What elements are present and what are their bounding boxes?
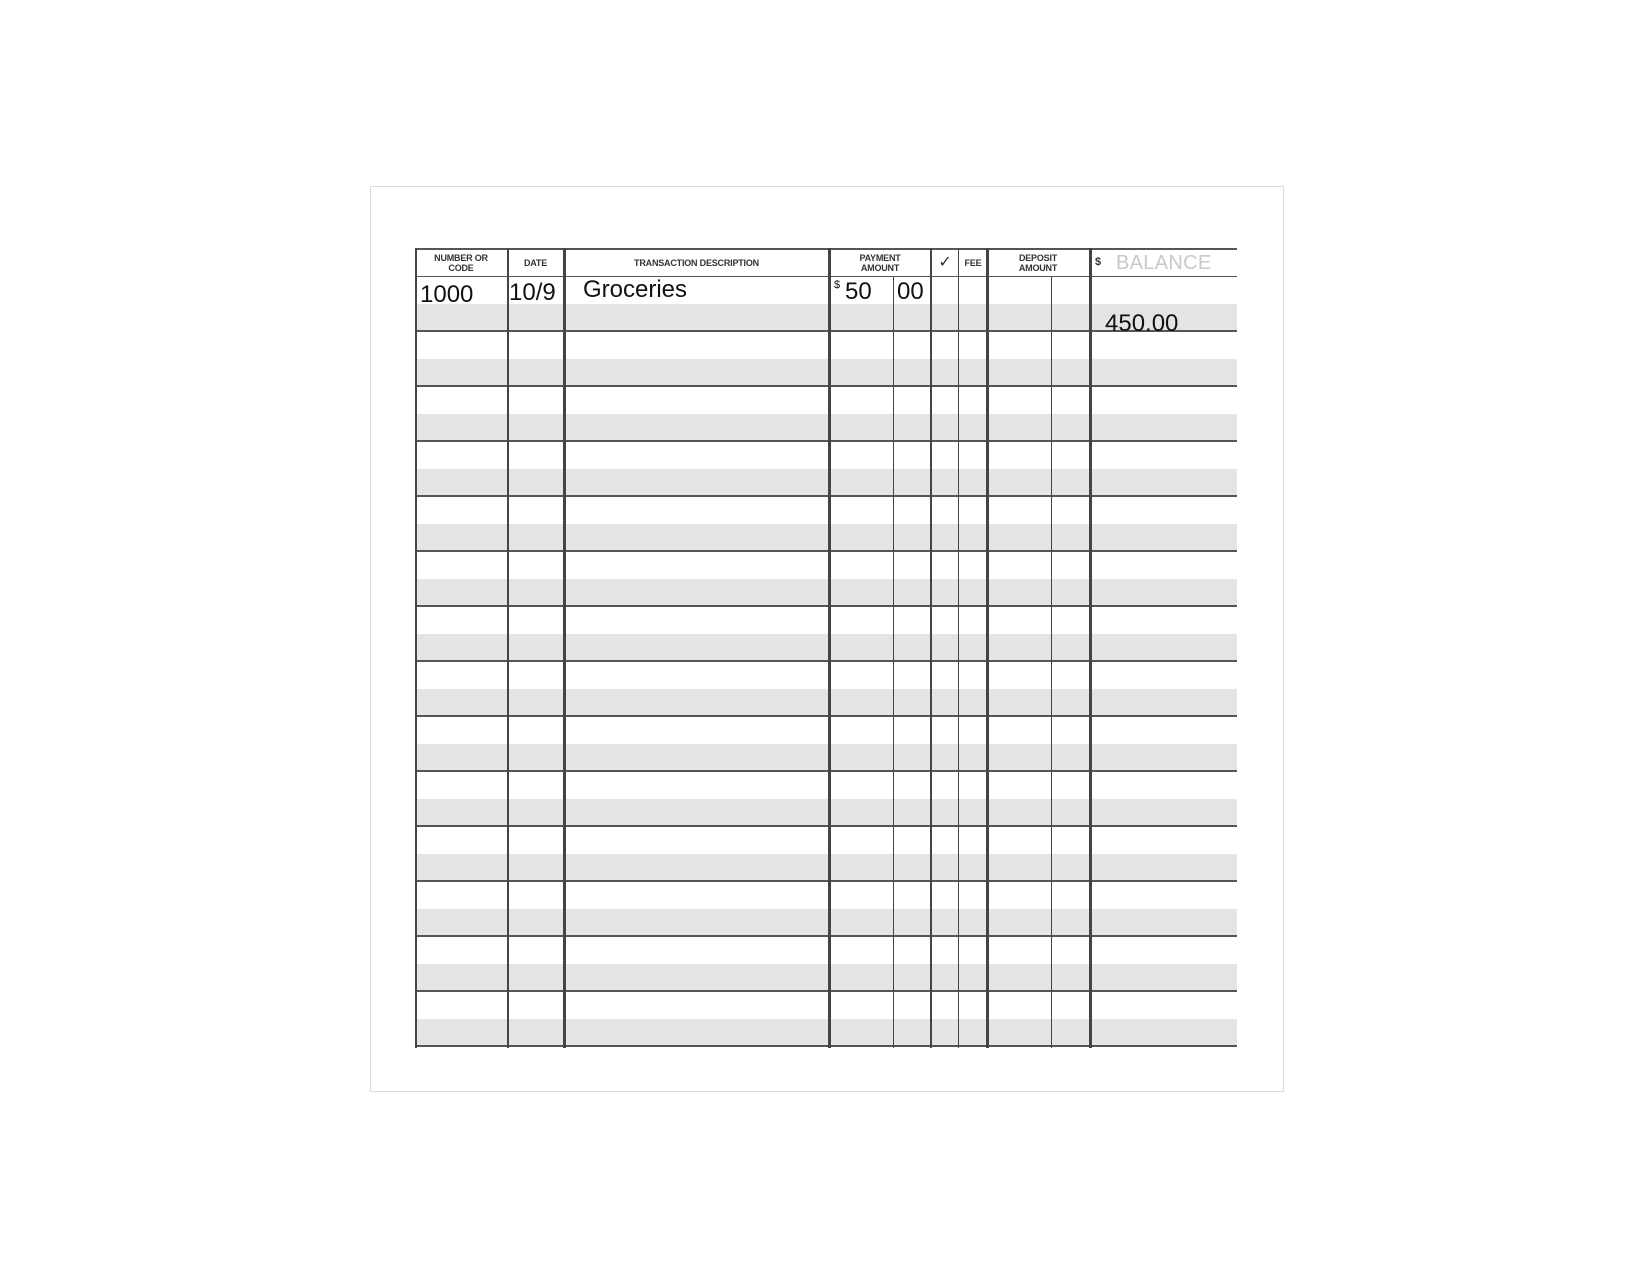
entry-payment-dollars: 50 — [845, 278, 872, 305]
register-row — [415, 332, 1237, 387]
header-number-or-code — [415, 250, 507, 276]
row-upper-band — [415, 442, 1237, 469]
column-rule-number — [507, 248, 509, 1048]
register-row — [415, 717, 1237, 772]
row-shaded-band — [415, 854, 1237, 880]
header-fee — [959, 250, 987, 276]
entry-payment-cents: 00 — [897, 278, 924, 305]
entry-payment-currency: $ — [834, 279, 841, 291]
header-balance: BALANCE — [1116, 252, 1212, 274]
entry-date: 10/9 — [509, 279, 556, 306]
entry-number: 1000 — [420, 281, 474, 308]
row-rule — [415, 1045, 1237, 1047]
column-rule-fee — [986, 248, 989, 1048]
row-shaded-band — [415, 634, 1237, 660]
column-rule-check — [958, 248, 959, 1048]
register-row — [415, 992, 1237, 1047]
row-shaded-band — [415, 524, 1237, 550]
register-row — [415, 772, 1237, 827]
header-deposit-amount-label: DEPOSIT AMOUNT — [1018, 253, 1058, 273]
register-row — [415, 497, 1237, 552]
header-deposit-amount — [987, 250, 1089, 276]
row-shaded-band — [415, 909, 1237, 935]
header-date-label: DATE — [523, 258, 548, 268]
register-row — [415, 827, 1237, 882]
row-shaded-band — [415, 414, 1237, 440]
check-mark-icon: ✓ — [938, 254, 952, 271]
row-shaded-band — [415, 964, 1237, 990]
header-check-mark — [931, 250, 959, 276]
row-upper-band — [415, 992, 1237, 1019]
column-rule-payment-cents — [893, 277, 894, 1048]
row-upper-band — [415, 497, 1237, 524]
header-payment-amount — [829, 250, 931, 276]
register-row — [415, 882, 1237, 937]
column-rule-deposit-cents — [1051, 277, 1052, 1048]
row-shaded-band — [415, 689, 1237, 715]
register-row — [415, 937, 1237, 992]
header-balance-currency: $ — [1095, 256, 1102, 268]
row-shaded-band — [415, 469, 1237, 495]
register-row — [415, 387, 1237, 442]
row-shaded-band — [415, 359, 1237, 385]
row-upper-band — [415, 882, 1237, 909]
row-upper-band — [415, 387, 1237, 414]
entry-balance: 450.00 — [1105, 310, 1179, 337]
row-upper-band — [415, 607, 1237, 634]
row-upper-band — [415, 662, 1237, 689]
check-register-table — [415, 248, 1237, 1048]
register-row — [415, 662, 1237, 717]
header-fee-label: FEE — [964, 258, 982, 268]
header-transaction-description — [564, 250, 829, 276]
register-row — [415, 442, 1237, 497]
row-upper-band — [415, 717, 1237, 744]
row-shaded-band — [415, 579, 1237, 605]
column-rule-description — [828, 248, 831, 1048]
entry-description: Groceries — [583, 276, 688, 303]
header-payment-amount-label: PAYMENT AMOUNT — [859, 253, 901, 273]
column-rule-deposit — [1089, 248, 1092, 1048]
row-upper-band — [415, 827, 1237, 854]
header-number-or-code-label: NUMBER OR CODE — [434, 253, 488, 273]
header-transaction-description-label: TRANSACTION DESCRIPTION — [634, 258, 759, 268]
row-shaded-band — [415, 744, 1237, 770]
register-rows — [415, 277, 1237, 1047]
row-shaded-band — [415, 799, 1237, 825]
row-upper-band — [415, 772, 1237, 799]
row-shaded-band — [415, 1019, 1237, 1045]
column-rule-date — [563, 248, 566, 1048]
row-upper-band — [415, 552, 1237, 579]
register-row — [415, 607, 1237, 662]
row-upper-band — [415, 937, 1237, 964]
column-rule-left — [415, 248, 417, 1048]
header-date — [507, 250, 564, 276]
column-rule-payment — [930, 248, 932, 1048]
register-row — [415, 552, 1237, 607]
